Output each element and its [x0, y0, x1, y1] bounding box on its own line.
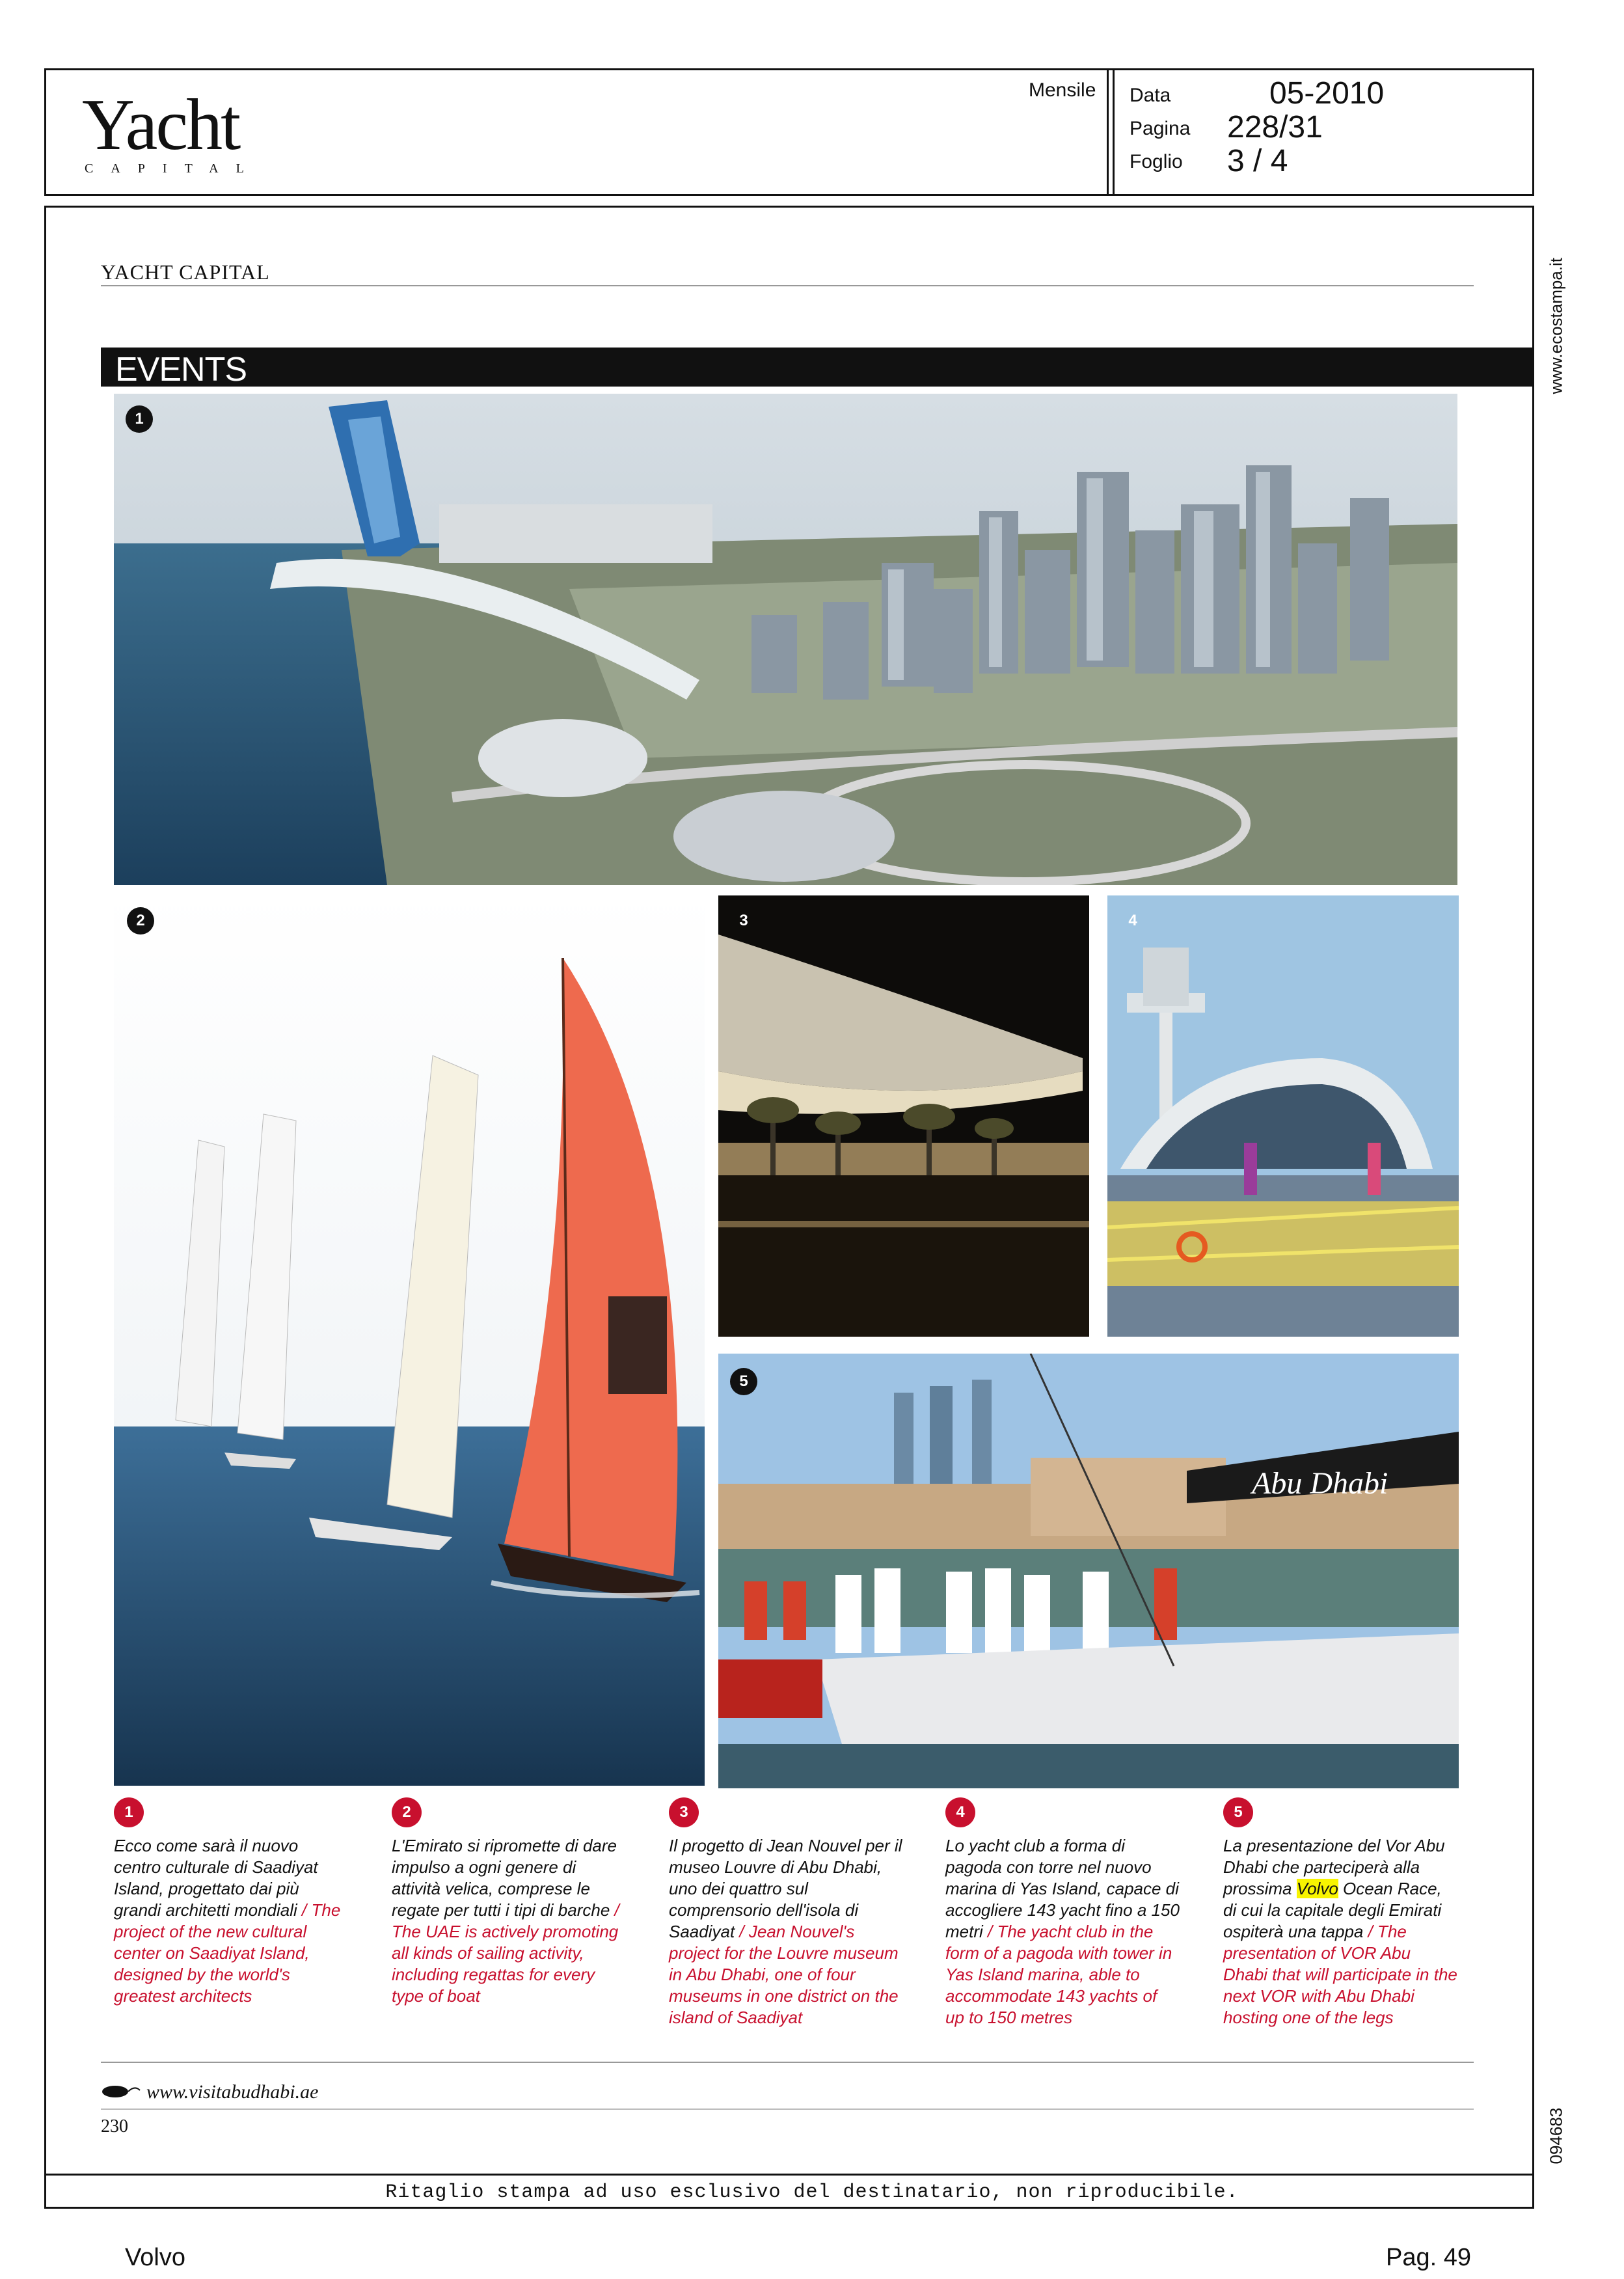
caption-english: / Jean Nouvel's project for the Louvre museum in Abu Dhabi, one of four museums in one district on the island of Saadiyat — [669, 1922, 899, 2027]
caption-number: 5 — [1223, 1797, 1253, 1827]
yacht-capital-logo — [82, 85, 264, 186]
sheet-value: 3 / 4 — [1227, 144, 1288, 178]
regatta-illustration — [114, 893, 705, 1786]
client-name: Volvo — [125, 2244, 185, 2271]
sail-banner-text: Abu Dhabi — [1252, 1466, 1388, 1501]
caption-italian: La presentazione del Vor Abu Dhabi che parteciperà alla prossima — [1223, 1836, 1445, 1898]
clipping-notice: Ritaglio stampa ad uso esclusivo del destinatario, non riproducibile. — [385, 2181, 1239, 2204]
louvre-illustration — [718, 895, 1089, 1337]
page-value: 228/31 — [1227, 110, 1323, 144]
caption-english: / The presentation of VOR Abu Dhabi that will participate in the next VOR with Abu Dhabi hosting one of the legs — [1223, 1922, 1457, 2027]
sheet-label: Foglio — [1130, 151, 1183, 172]
header-box — [44, 68, 1534, 196]
caption-4 — [945, 1797, 1180, 2028]
page-number: 230 — [101, 2116, 128, 2136]
date-value: 05-2010 — [1269, 76, 1385, 111]
logo-wordmark: Yacht — [82, 85, 239, 165]
photo-badge-5: 5 — [730, 1368, 757, 1395]
caption-english: / The yacht club in the form of a pagoda with tower in Yas Island marina, able to accommodate 143 yachts of up to 150 metres — [945, 1922, 1172, 2027]
page-label: Pagina — [1130, 118, 1191, 139]
caption-number: 1 — [114, 1797, 144, 1827]
caption-italian: Lo yacht club a forma di pagoda con torre nel nuovo marina di Yas Island, capace di accogliere 143 yacht fino a 150 metri — [945, 1836, 1180, 1941]
photo-vor-abu-dhabi-presentation — [718, 1354, 1459, 1788]
photo-yas-yacht-club — [1107, 895, 1459, 1337]
highlighted-keyword: Volvo — [1296, 1879, 1338, 1898]
caption-3 — [669, 1797, 903, 2028]
photo-badge-4: 4 — [1128, 912, 1137, 929]
frequency-label: Mensile — [1029, 79, 1096, 101]
divider — [101, 2108, 1474, 2110]
section-title: EVENTS — [115, 351, 247, 389]
magazine-running-head: YACHT CAPITAL — [101, 260, 270, 284]
photo-saadiyat-rendering — [114, 394, 1457, 885]
caption-number: 2 — [392, 1797, 422, 1827]
caption-italian: L'Emirato si ripromette di dare impulso a ogni genere di attività velica, comprese le regate per tutti i tipi di barche — [392, 1836, 617, 1920]
vor-presentation-illustration — [718, 1354, 1459, 1788]
caption-number: 3 — [669, 1797, 699, 1827]
caption-italian: Ecco come sarà il nuovo centro culturale di Saadiyat Island, progettato dai più grandi architetti mondiali — [114, 1836, 318, 1920]
caption-1 — [114, 1797, 348, 2007]
saadiyat-illustration — [114, 394, 1457, 885]
side-url: www.ecostampa.it — [1546, 257, 1566, 394]
photo-badge-2: 2 — [127, 907, 154, 935]
photo-badge-3: 3 — [739, 912, 748, 929]
footer-page: Pag. 49 — [1386, 2244, 1471, 2271]
website-link[interactable]: www.visitabudhabi.ae — [146, 2081, 319, 2103]
mouse-icon — [101, 2082, 141, 2099]
date-label: Data — [1130, 85, 1171, 106]
caption-number: 4 — [945, 1797, 975, 1827]
section-bar — [101, 348, 1532, 387]
caption-italian: Il progetto di Jean Nouvel per il museo Louvre di Abu Dhabi, uno dei quattro sul comprensorio dell'isola di Saadiyat — [669, 1836, 902, 1941]
photo-badge-1: 1 — [126, 405, 153, 433]
logo-subtitle: CAPITAL — [85, 161, 262, 176]
divider — [101, 2062, 1474, 2063]
caption-english: / The UAE is actively promoting all kinds of sailing activity, including regattas for every type of boat — [392, 1900, 619, 2006]
photo-louvre-abu-dhabi — [718, 895, 1089, 1337]
divider — [101, 285, 1474, 286]
photo-sailing-regatta — [114, 893, 705, 1786]
divider — [44, 2174, 1534, 2176]
caption-5 — [1223, 1797, 1457, 2028]
yacht-club-illustration — [1107, 895, 1459, 1337]
caption-2 — [392, 1797, 626, 2007]
header-divider — [1107, 70, 1115, 194]
side-code: 094683 — [1546, 2107, 1566, 2164]
caption-english: / The project of the new cultural center on Saadiyat Island, designed by the world's greatest architects — [114, 1900, 341, 2006]
caption-italian-cont: Ocean Race, di cui la capitale degli Emirati ospiterà una tappa — [1223, 1879, 1442, 1941]
